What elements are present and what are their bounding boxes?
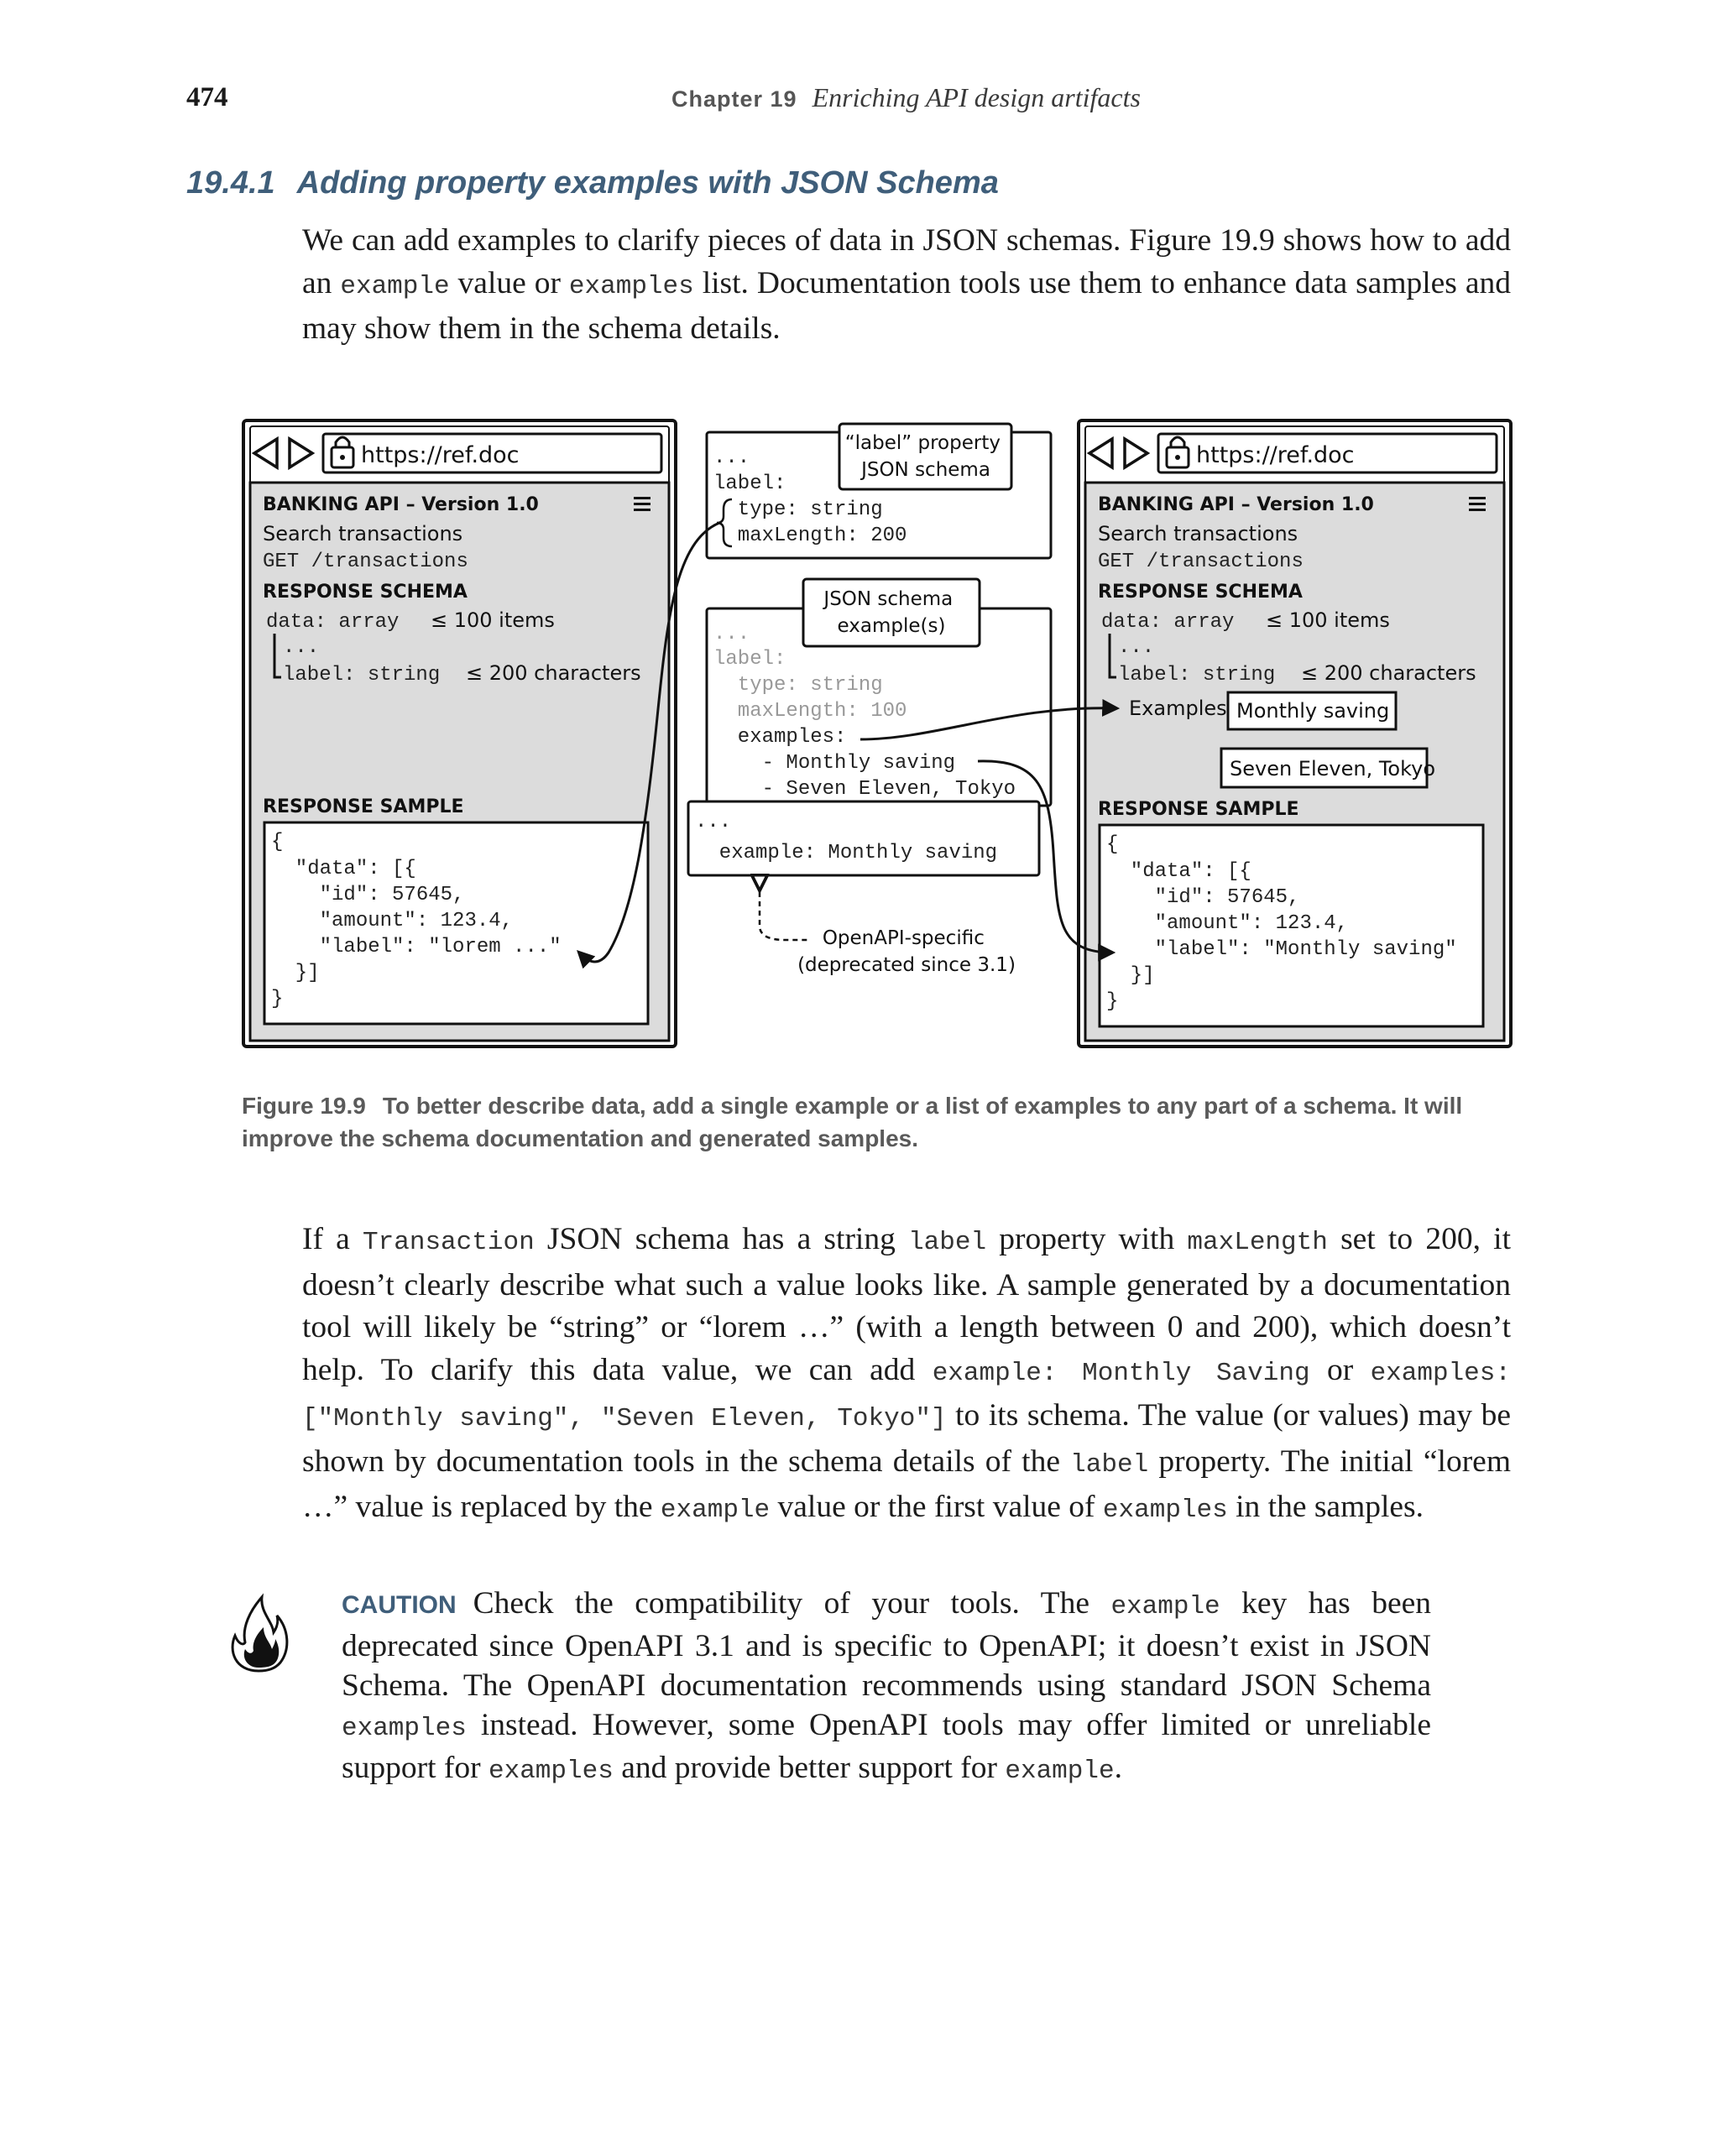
right-section-name: Search transactions (1098, 522, 1298, 546)
figure-caption (242, 1089, 1518, 1155)
right-api-title: BANKING API – Version 1.0 (1098, 494, 1374, 515)
schema-box-2-line: maxLength: 100 (713, 700, 907, 723)
schema-box-3-line: ... (695, 811, 732, 833)
caution-label: CAUTION (342, 1591, 457, 1619)
intro-text-3: list. Documentation tools use them to enhance data samples and may show them in the schema details. (302, 265, 1511, 346)
body-code: label (908, 1228, 987, 1257)
caution-code: examples (342, 1714, 467, 1743)
right-url: https://ref.doc (1196, 442, 1355, 468)
body-text: If a (302, 1222, 363, 1256)
intro-code-examples: examples (568, 271, 694, 301)
caution-text: key has been deprecated since OpenAPI 3.1 and is specific to OpenAPI; it doesn’t exist in JSON Schema. The OpenAPI documentation recommends using standard JSON Schema (342, 1586, 1431, 1703)
right-endpoint: GET /transactions (1098, 551, 1304, 573)
schema-box-1-line: type: string (713, 499, 883, 521)
callout-schema-examples-line: example(s) (837, 615, 946, 637)
right-browser-window (1079, 420, 1511, 1047)
body-paragraph (302, 1219, 1511, 1532)
body-text: to its schema. The value (or values) may be shown by documentation tools in the schema details of the (302, 1398, 1511, 1479)
left-sample-line: "id": 57645, (271, 884, 465, 906)
right-schema-data-code: data: array (1101, 611, 1235, 634)
caution-text: and provide better support for (613, 1751, 1006, 1785)
right-sample-line: } (1106, 990, 1119, 1013)
left-schema-ellipsis: ... (283, 636, 320, 659)
page-number: 474 (186, 82, 228, 112)
intro-text-2: value or (449, 265, 569, 300)
right-schema-heading: RESPONSE SCHEMA (1098, 582, 1303, 603)
left-url: https://ref.doc (361, 442, 520, 468)
schema-box-1-line: maxLength: 200 (713, 525, 907, 547)
caution-text: Check the compatibility of your tools. The (473, 1586, 1111, 1621)
left-sample-line: } (271, 988, 284, 1010)
left-sample-line: "data": [{ (271, 858, 416, 880)
left-api-title: BANKING API – Version 1.0 (263, 494, 539, 515)
left-section-name: Search transactions (263, 522, 463, 546)
chapter-label: Chapter 19 (671, 86, 797, 112)
body-code: example: Monthly Saving (932, 1358, 1310, 1388)
running-head (671, 82, 1141, 113)
body-text: or (1309, 1352, 1371, 1387)
body-text: property. The initial “lorem …” value is replaced by the (302, 1443, 1511, 1524)
caution-note (342, 1584, 1431, 1791)
right-sample-line: "id": 57645, (1106, 886, 1300, 909)
caution-text: . (1114, 1751, 1122, 1785)
body-text: JSON schema has a string (534, 1222, 909, 1256)
right-examples-label: Examples (1129, 697, 1227, 720)
schema-box-1-line: ... (713, 446, 750, 469)
right-sample-heading: RESPONSE SAMPLE (1098, 799, 1299, 820)
chapter-title: Enriching API design artifacts (812, 82, 1141, 112)
figure-19-9 (239, 415, 1515, 1053)
figure-illustration (239, 415, 1515, 1053)
callout-schema-examples-line: JSON schema (823, 588, 954, 610)
caption-text: To better describe data, add a single example or a list of examples to any part of a schema. It will improve the schema documentation and generated samples. (242, 1093, 1463, 1151)
caution-code: example (1005, 1757, 1115, 1786)
schema-box-2-line: type: string (713, 674, 883, 697)
left-menu-icon[interactable] (634, 497, 651, 511)
right-sample-line: "amount": 123.4, (1106, 912, 1349, 935)
right-sample-line: "data": [{ (1106, 860, 1251, 883)
right-schema-label-code: label: string (1118, 664, 1276, 686)
schema-box-2-line: ... (713, 623, 750, 645)
right-schema-label-hand: ≤ 200 characters (1301, 661, 1476, 685)
right-schema-data-hand: ≤ 100 items (1266, 608, 1390, 632)
body-text: set to 200, it doesn’t clearly describe what such a value looks like. A sample generated by a documentation tool will likely be “string” or “lorem …” (with a length between 0 and 200), which doesn’t help. To clarify this data value, we can add (302, 1222, 1511, 1387)
body-text: in the samples. (1227, 1490, 1424, 1524)
body-text: value or the first value of (770, 1490, 1103, 1524)
openapi-note-line: OpenAPI-specific (822, 927, 985, 949)
flame-icon (225, 1590, 292, 1674)
schema-box-2-line: examples: (713, 726, 847, 749)
caption-label: Figure 19.9 (242, 1093, 366, 1119)
left-schema-data-code: data: array (266, 611, 400, 634)
section-number: 19.4.1 (186, 165, 275, 201)
section-heading (186, 165, 999, 201)
left-browser-window (243, 420, 676, 1047)
left-sample-line: "amount": 123.4, (271, 910, 514, 932)
intro-text-1: We can add examples to clarify pieces of data in JSON schemas. Figure 19.9 shows how to add an (302, 223, 1511, 300)
left-sample-line: "label": "lorem ..." (271, 936, 562, 958)
schema-box-2-line: - Monthly saving (713, 752, 956, 775)
example-chip-2: Seven Eleven, Tokyo (1230, 757, 1436, 780)
body-code: maxLength (1187, 1228, 1328, 1257)
callout-label-property-line: JSON schema (861, 459, 990, 481)
schema-box-2-line: - Seven Eleven, Tokyo (713, 778, 1016, 801)
intro-code-example: example (340, 271, 450, 301)
left-schema-heading: RESPONSE SCHEMA (263, 582, 468, 603)
body-code: label (1070, 1449, 1149, 1480)
caution-code: examples (488, 1757, 614, 1786)
body-text: property with (986, 1222, 1188, 1256)
example-chip-1: Monthly saving (1236, 699, 1390, 723)
openapi-note (797, 927, 1016, 976)
right-sample-line: }] (1106, 964, 1155, 987)
body-code: examples: ["Monthly saving", "Seven Eleven, Tokyo"] (302, 1358, 1511, 1433)
right-sample-line: "label": "Monthly saving" (1106, 938, 1457, 961)
callout-label-property-line: “label” property (844, 432, 1001, 454)
schema-box-3-line: example: Monthly saving (695, 842, 998, 864)
schema-box-2-line: label: (713, 648, 786, 671)
body-code: example (660, 1496, 771, 1525)
caution-text: instead. However, some OpenAPI tools may offer limited or unreliable support for (342, 1708, 1431, 1785)
body-code: examples (1102, 1496, 1228, 1525)
right-schema-ellipsis: ... (1118, 636, 1155, 659)
body-code: Transaction (363, 1228, 535, 1257)
left-schema-label-hand: ≤ 200 characters (466, 661, 641, 685)
section-title: Adding property examples with JSON Schema (296, 165, 999, 201)
left-schema-label-code: label: string (283, 664, 441, 686)
right-menu-icon[interactable] (1469, 497, 1486, 511)
schema-box-1-line: label: (713, 472, 786, 495)
left-sample-line: { (271, 831, 284, 854)
openapi-note-line: (deprecated since 3.1) (797, 954, 1016, 976)
right-sample-line: { (1106, 833, 1119, 856)
left-schema-data-hand: ≤ 100 items (431, 608, 555, 632)
left-sample-heading: RESPONSE SAMPLE (263, 796, 464, 817)
caution-code: example (1110, 1592, 1220, 1621)
left-endpoint: GET /transactions (263, 551, 468, 573)
left-sample-line: }] (271, 962, 320, 984)
middle-schema-boxes (688, 424, 1051, 976)
intro-paragraph (302, 220, 1511, 351)
